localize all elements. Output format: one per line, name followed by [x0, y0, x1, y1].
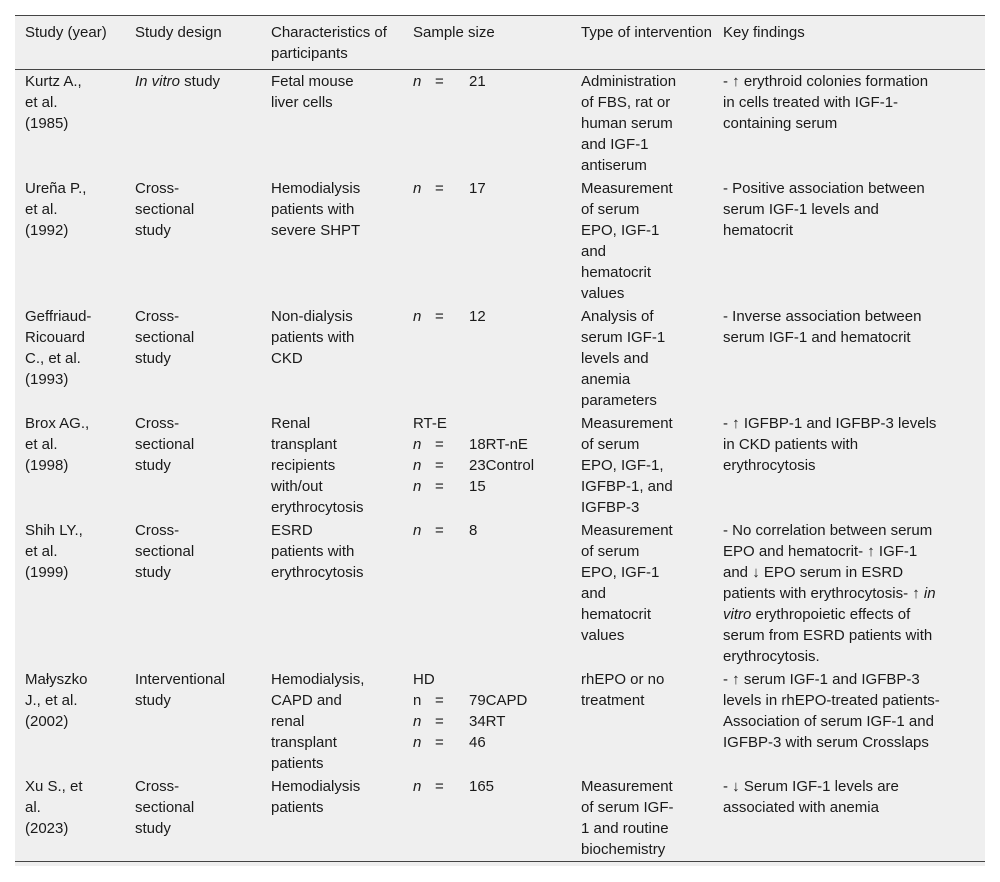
cell-sample-size	[413, 70, 581, 178]
cell-design-line: In vitro study	[135, 73, 221, 90]
cell-intervention-line: biochemistry	[581, 841, 666, 858]
cell-participants-line: liver cells	[271, 94, 333, 111]
cell-intervention-line: rhEPO or no	[581, 671, 665, 688]
cell-findings	[723, 668, 985, 775]
cell-intervention-line: serum IGF-1	[581, 329, 666, 346]
cell-design-line: sectional	[135, 201, 195, 218]
cell-participants	[271, 519, 413, 668]
cell-design	[135, 668, 271, 775]
cell-intervention-line: parameters	[581, 392, 657, 409]
cell-findings-line: erythrocytosis	[723, 457, 816, 474]
cell-design-line: sectional	[135, 436, 195, 453]
sample-value: 8	[469, 522, 478, 539]
sample-equals: =	[435, 478, 444, 495]
cell-design-line: sectional	[135, 543, 195, 560]
sample-n-symbol: n	[413, 73, 422, 90]
cell-findings	[723, 519, 985, 668]
cell-study-line: et al.	[25, 436, 58, 453]
cell-intervention-line: EPO, IGF-1,	[581, 457, 664, 474]
cell-study	[15, 305, 135, 412]
cell-participants-line: patients	[271, 799, 324, 816]
cell-study-line: (1992)	[25, 222, 69, 239]
sample-line	[413, 690, 581, 711]
cell-findings-line: - ↓ Serum IGF-1 levels are	[723, 778, 899, 795]
cell-study-line: J., et al.	[25, 692, 78, 709]
sample-equals: =	[435, 522, 444, 539]
cell-design-line: sectional	[135, 799, 195, 816]
sample-n-symbol: n	[413, 436, 422, 453]
cell-study	[15, 775, 135, 862]
cell-findings-line: patients with erythrocytosis- ↑ in	[723, 585, 936, 602]
cell-participants-line: Non-dialysis	[271, 308, 353, 325]
cell-design	[135, 412, 271, 519]
cell-design-line: study	[135, 564, 171, 581]
cell-participants-line: erythrocytosis	[271, 564, 364, 581]
cell-design-line: study	[135, 692, 171, 709]
sample-n-symbol: n	[413, 713, 422, 730]
sample-n-symbol: n	[413, 308, 422, 325]
sample-group-label: HD	[413, 671, 435, 688]
cell-findings-line: serum IGF-1 and hematocrit	[723, 329, 911, 346]
sample-value: 165	[469, 778, 495, 795]
sample-value: 79CAPD	[469, 692, 528, 709]
cell-design	[135, 775, 271, 862]
cell-intervention	[581, 412, 723, 519]
cell-intervention-line: treatment	[581, 692, 645, 709]
cell-design	[135, 519, 271, 668]
cell-sample-size	[413, 668, 581, 775]
cell-design-line: study	[135, 350, 171, 367]
cell-participants-line: Renal	[271, 415, 311, 432]
sample-line	[413, 178, 581, 199]
cell-study-line: (1993)	[25, 371, 69, 388]
cell-study	[15, 412, 135, 519]
cell-participants-line: erythrocytosis	[271, 499, 364, 516]
cell-intervention-line: anemia	[581, 371, 631, 388]
sample-line	[413, 520, 581, 541]
cell-study	[15, 519, 135, 668]
cell-intervention-line: Measurement	[581, 778, 673, 795]
cell-participants-line: severe SHPT	[271, 222, 361, 239]
cell-study-line: Ricouard	[25, 329, 86, 346]
cell-study-line: Kurtz A.,	[25, 73, 82, 90]
cell-intervention-line: antiserum	[581, 157, 647, 174]
table-row	[15, 70, 985, 178]
cell-findings-line: - Inverse association between	[723, 308, 922, 325]
cell-findings-line: containing serum	[723, 115, 838, 132]
cell-intervention-line: hematocrit	[581, 606, 652, 623]
cell-intervention	[581, 305, 723, 412]
cell-findings-line: - ↑ IGFBP-1 and IGFBP-3 levels	[723, 415, 937, 432]
sample-line	[413, 732, 581, 753]
cell-intervention-line: IGFBP-3	[581, 499, 640, 516]
cell-findings	[723, 305, 985, 412]
cell-design-line: Cross-	[135, 308, 180, 325]
cell-findings-line: - Positive association between	[723, 180, 925, 197]
sample-equals: =	[435, 73, 444, 90]
cell-intervention-line: values	[581, 627, 625, 644]
cell-participants-line: patients with	[271, 329, 355, 346]
sample-n-symbol: n	[413, 734, 422, 751]
sample-n-symbol: n	[413, 522, 422, 539]
cell-intervention-line: and	[581, 243, 607, 260]
cell-intervention-line: and	[581, 585, 607, 602]
cell-study	[15, 668, 135, 775]
table-row	[15, 775, 985, 862]
cell-participants	[271, 668, 413, 775]
cell-design	[135, 177, 271, 305]
cell-findings-line: EPO and hematocrit- ↑ IGF-1	[723, 543, 918, 560]
cell-intervention-line: human serum	[581, 115, 673, 132]
cell-intervention-line: of serum IGF-	[581, 799, 674, 816]
sample-line	[413, 413, 581, 434]
sample-n-symbol: n	[413, 778, 422, 795]
header-key-findings: Key findings	[723, 24, 805, 41]
cell-intervention-line: 1 and routine	[581, 820, 669, 837]
cell-intervention-line: of serum	[581, 436, 640, 453]
cell-participants-line: transplant	[271, 436, 337, 453]
cell-sample-size	[413, 775, 581, 862]
cell-participants	[271, 305, 413, 412]
cell-intervention	[581, 70, 723, 178]
cell-design-line: Cross-	[135, 778, 180, 795]
sample-line	[413, 71, 581, 92]
cell-intervention	[581, 177, 723, 305]
cell-intervention-line: of serum	[581, 543, 640, 560]
table-header-row	[15, 16, 985, 70]
cell-findings-line: vitro erythropoietic effects of	[723, 606, 911, 623]
cell-participants-line: patients	[271, 755, 324, 772]
cell-study-line: Małyszko	[25, 671, 88, 688]
cell-participants-line: Hemodialysis	[271, 180, 361, 197]
cell-intervention-line: EPO, IGF-1	[581, 222, 660, 239]
cell-intervention-line: and IGF-1	[581, 136, 649, 153]
header-study-year: Study (year)	[25, 24, 107, 41]
cell-intervention-line: Analysis of	[581, 308, 654, 325]
sample-line	[413, 476, 581, 497]
table-row	[15, 177, 985, 305]
cell-study-line: C., et al.	[25, 350, 81, 367]
header-participants: Characteristics of participants	[271, 24, 387, 62]
cell-design	[135, 70, 271, 178]
cell-participants-line: recipients	[271, 457, 336, 474]
cell-study-line: Geffriaud-	[25, 308, 92, 325]
cell-intervention-line: Measurement	[581, 522, 673, 539]
cell-participants-line: renal	[271, 713, 305, 730]
cell-participants-line: Hemodialysis	[271, 778, 361, 795]
sample-equals: =	[435, 436, 444, 453]
cell-participants	[271, 775, 413, 862]
cell-participants	[271, 412, 413, 519]
cell-findings-line: Association of serum IGF-1 and	[723, 713, 934, 730]
table-row	[15, 668, 985, 775]
cell-study	[15, 177, 135, 305]
cell-intervention-line: EPO, IGF-1	[581, 564, 660, 581]
sample-equals: =	[435, 180, 444, 197]
sample-line	[413, 434, 581, 455]
cell-study-line: (1999)	[25, 564, 69, 581]
cell-findings-line: serum IGF-1 levels and	[723, 201, 879, 218]
cell-participants-line: Hemodialysis,	[271, 671, 365, 688]
cell-study	[15, 70, 135, 178]
sample-equals: =	[435, 778, 444, 795]
study-table-panel	[15, 15, 985, 866]
cell-findings	[723, 775, 985, 862]
sample-n-symbol: n	[413, 180, 422, 197]
cell-participants-line: transplant	[271, 734, 337, 751]
sample-line	[413, 455, 581, 476]
cell-intervention-line: Administration	[581, 73, 677, 90]
cell-study-line: (2002)	[25, 713, 69, 730]
cell-intervention-line: of serum	[581, 201, 640, 218]
sample-group-label: RT-E	[413, 415, 447, 432]
sample-value: 21	[469, 73, 486, 90]
cell-findings-line: - ↑ serum IGF-1 and IGFBP-3	[723, 671, 920, 688]
cell-findings-line: associated with anemia	[723, 799, 879, 816]
header-study-design: Study design	[135, 24, 222, 41]
cell-findings	[723, 70, 985, 178]
table-row	[15, 519, 985, 668]
cell-study-line: et al.	[25, 94, 58, 111]
cell-findings-line: hematocrit	[723, 222, 794, 239]
sample-n-symbol: n	[413, 478, 422, 495]
sample-n-symbol: n	[413, 457, 422, 474]
sample-line	[413, 776, 581, 797]
sample-equals: =	[435, 713, 444, 730]
cell-study-line: Brox AG.,	[25, 415, 90, 432]
cell-intervention	[581, 775, 723, 862]
cell-intervention-line: levels and	[581, 350, 649, 367]
sample-value: 17	[469, 180, 486, 197]
cell-findings	[723, 177, 985, 305]
cell-findings-line: - ↑ erythroid colonies formation	[723, 73, 929, 90]
sample-equals: =	[435, 457, 444, 474]
cell-findings-line: levels in rhEPO-treated patients-	[723, 692, 940, 709]
sample-line	[413, 669, 581, 690]
cell-participants-line: CKD	[271, 350, 303, 367]
cell-study-line: al.	[25, 799, 41, 816]
cell-study-line: (1998)	[25, 457, 69, 474]
cell-sample-size	[413, 305, 581, 412]
cell-findings-line: IGFBP-3 with serum Crosslaps	[723, 734, 929, 751]
cell-intervention-line: hematocrit	[581, 264, 652, 281]
sample-value: 12	[469, 308, 486, 325]
table-row	[15, 305, 985, 412]
cell-study-line: et al.	[25, 201, 58, 218]
sample-value: 18RT-nE	[469, 436, 528, 453]
cell-participants-line: with/out	[271, 478, 323, 495]
cell-participants	[271, 70, 413, 178]
sample-value: 34RT	[469, 713, 506, 730]
sample-equals: =	[435, 308, 444, 325]
cell-findings-line: serum from ESRD patients with	[723, 627, 933, 644]
sample-value: 23Control	[469, 457, 535, 474]
cell-design-line: study	[135, 457, 171, 474]
cell-participants	[271, 177, 413, 305]
cell-design-line: Cross-	[135, 415, 180, 432]
cell-findings-line: and ↓ EPO serum in ESRD	[723, 564, 904, 581]
cell-design-line: Interventional	[135, 671, 226, 688]
sample-equals: =	[435, 692, 444, 709]
sample-equals: =	[435, 734, 444, 751]
cell-participants-line: ESRD	[271, 522, 313, 539]
cell-sample-size	[413, 177, 581, 305]
sample-value: 46	[469, 734, 486, 751]
cell-sample-size	[413, 519, 581, 668]
cell-findings-line: erythrocytosis.	[723, 648, 820, 665]
cell-study-line: Shih LY.,	[25, 522, 83, 539]
studies-table	[15, 15, 985, 862]
cell-intervention	[581, 668, 723, 775]
cell-participants-line: CAPD and	[271, 692, 342, 709]
sample-line	[413, 711, 581, 732]
cell-participants-line: Fetal mouse	[271, 73, 354, 90]
cell-intervention-line: Measurement	[581, 415, 673, 432]
cell-findings-line: in CKD patients with	[723, 436, 859, 453]
cell-intervention-line: IGFBP-1, and	[581, 478, 673, 495]
cell-study-line: (2023)	[25, 820, 69, 837]
cell-intervention-line: Measurement	[581, 180, 673, 197]
cell-participants-line: patients with	[271, 201, 355, 218]
cell-intervention-line: values	[581, 285, 625, 302]
cell-design-line: sectional	[135, 329, 195, 346]
cell-findings	[723, 412, 985, 519]
cell-design-line: study	[135, 222, 171, 239]
cell-study-line: Ureña P.,	[25, 180, 87, 197]
sample-n-symbol: n	[413, 692, 422, 709]
cell-intervention	[581, 519, 723, 668]
cell-study-line: Xu S., et	[25, 778, 83, 795]
cell-design-line: Cross-	[135, 522, 180, 539]
cell-design	[135, 305, 271, 412]
cell-findings-line: - No correlation between serum	[723, 522, 933, 539]
cell-study-line: et al.	[25, 543, 58, 560]
sample-line	[413, 306, 581, 327]
cell-study-line: (1985)	[25, 115, 69, 132]
cell-design-line: study	[135, 820, 171, 837]
cell-findings-line: in cells treated with IGF-1-	[723, 94, 899, 111]
cell-design-line: Cross-	[135, 180, 180, 197]
sample-value: 15	[469, 478, 486, 495]
cell-intervention-line: of FBS, rat or	[581, 94, 671, 111]
header-sample-size: Sample size	[413, 24, 495, 41]
cell-sample-size	[413, 412, 581, 519]
cell-participants-line: patients with	[271, 543, 355, 560]
table-row	[15, 412, 985, 519]
header-intervention: Type of intervention	[581, 24, 712, 41]
